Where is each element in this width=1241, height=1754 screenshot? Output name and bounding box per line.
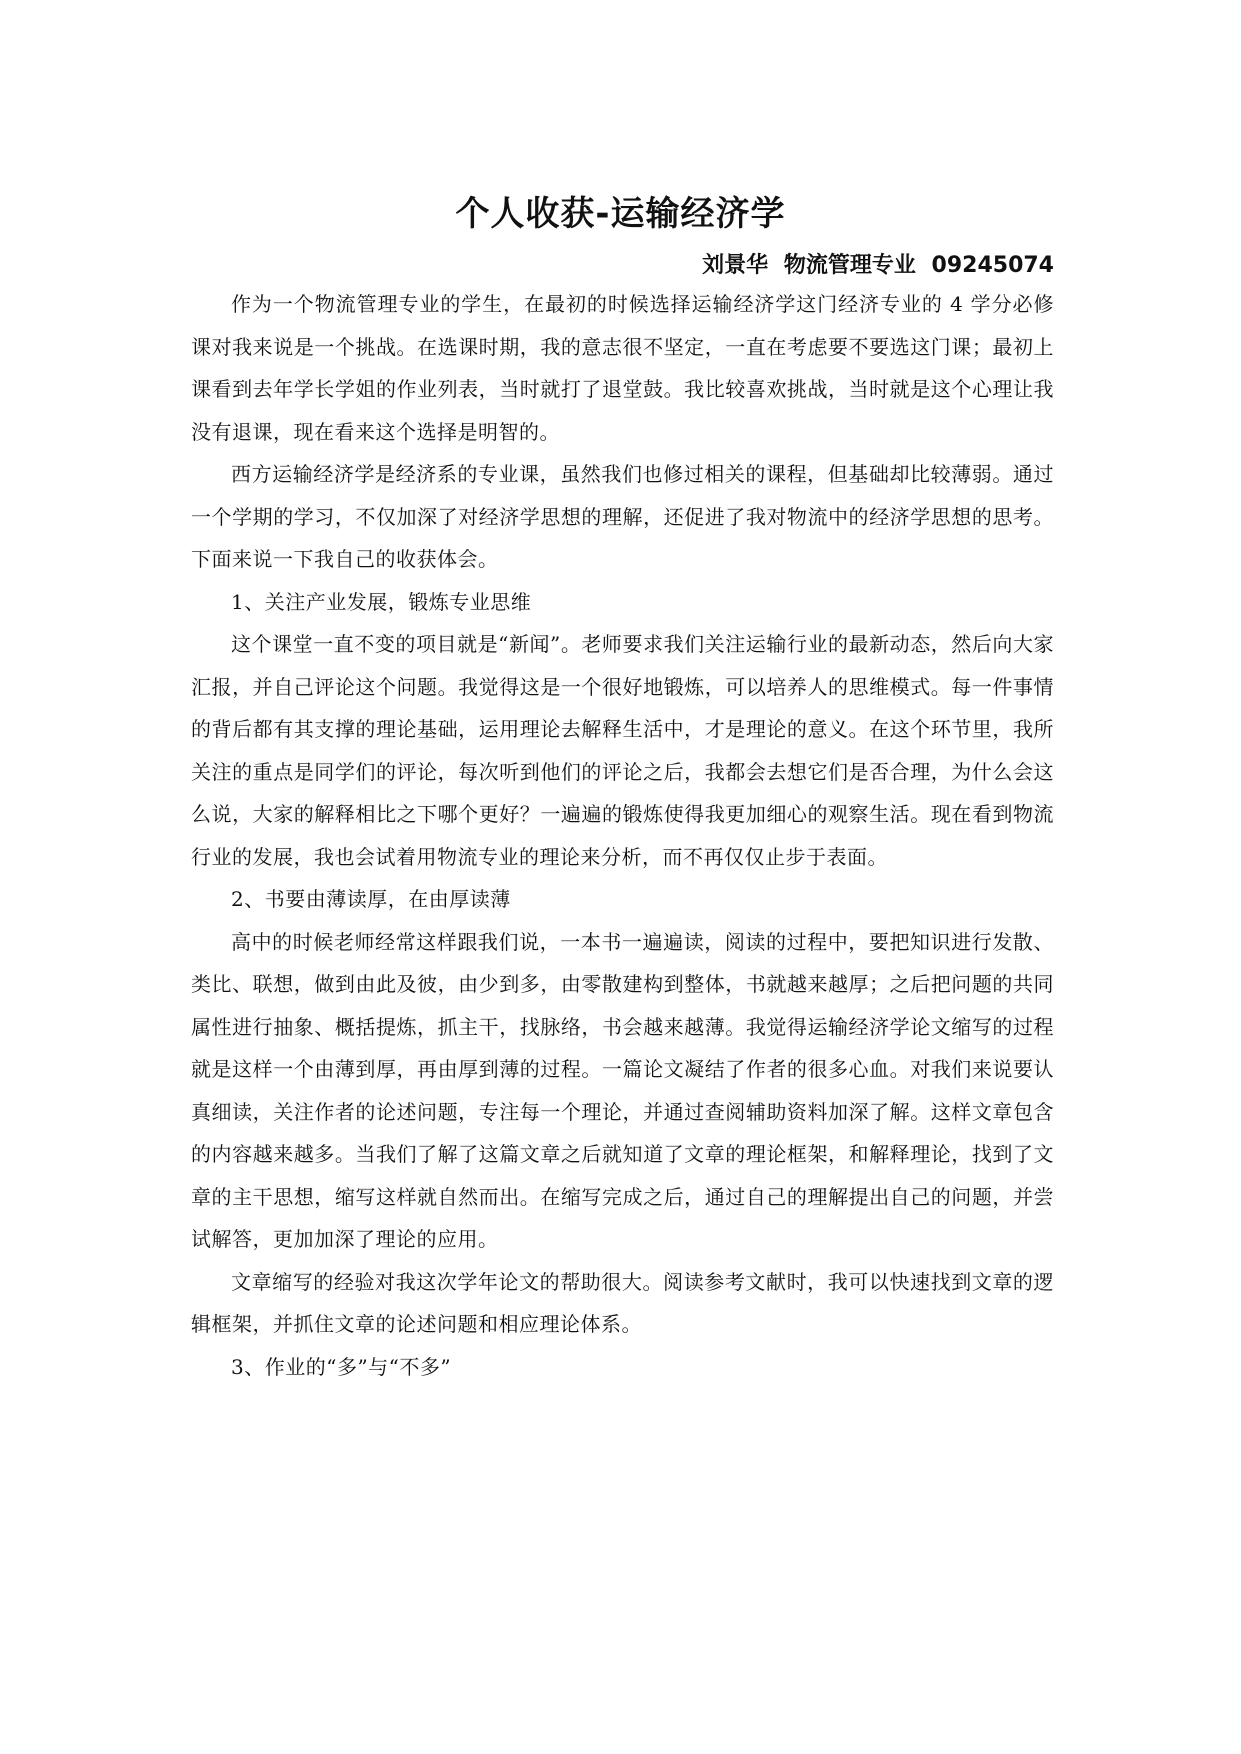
document-body [191, 283, 1054, 1388]
section-heading-1: 1、关注产业发展，锻炼专业思维 [231, 589, 532, 614]
student-id: 09245074 [931, 253, 1054, 278]
paragraph-background: 西方运输经济学是经济系的专业课，虽然我们也修过相关的课程，但基础却比较薄弱。通过一个学期的学习，不仅加深了对经济学思想的理解，还促进了我对物流中的经济学思想的思考。下面来说一下我自己的收获体会。 [191, 462, 1054, 571]
author-major: 物流管理专业 [783, 253, 916, 278]
document-title: 个人收获-运输经济学 [455, 194, 786, 234]
author-byline [702, 248, 1054, 279]
section-heading-2: 2、书要由薄读厚，在由厚读薄 [231, 887, 511, 911]
paragraph-summary-writing: 文章缩写的经验对我这次学年论文的帮助很大。阅读参考文献时，我可以快速找到文章的逻辑框架，并抓住文章的论述问题和相应理论体系。 [191, 1269, 1054, 1336]
paragraph-news: 这个课堂一直不变的项目就是“新闻”。老师要求我们关注运输行业的最新动态，然后向大家汇报，并自己评论这个问题。我觉得这是一个很好地锻炼，可以培养人的思维模式。每一件事情的背后都有其支撑的理论基础，运用理论去解释生活中，才是理论的意义。在这个环节里，我所关注的重点是同学们的评论，每次听到他们的评论之后，我都会去想它们是否合理，为什么会这么说，大家的解释相比之下哪个更好？一遍遍的锻炼使得我更加细心的观察生活。现在看到物流行业的发展，我也会试着用物流专业的理论来分析，而不再仅仅止步于表面。 [191, 632, 1054, 869]
paragraph-intro: 作为一个物流管理专业的学生，在最初的时候选择运输经济学这门经济专业的 4 学分必修课对我来说是一个挑战。在选课时期，我的意志很不坚定，一直在考虑要不要选这门课；最初上课看到去年学长学姐的作业列表，当时就打了退堂鼓。我比较喜欢挑战，当时就是这个心理让我没有退课，现在看来这个选择是明智的。 [191, 292, 1054, 444]
paragraph-reading: 高中的时候老师经常这样跟我们说，一本书一遍遍读，阅读的过程中，要把知识进行发散、类比、联想，做到由此及彼，由少到多，由零散建构到整体，书就越来越厚；之后把问题的共同属性进行抽象、概括提炼，抓主干，找脉络，书会越来越薄。我觉得运输经济学论文缩写的过程就是这样一个由薄到厚，再由厚到薄的过程。一篇论文凝结了作者的很多心血。对我们来说要认真细读，关注作者的论述问题，专注每一个理论，并通过查阅辅助资料加深了解。这样文章包含的内容越来越多。当我们了解了这篇文章之后就知道了文章的理论框架，和解释理论，找到了文章的主干思想，缩写这样就自然而出。在缩写完成之后，通过自己的理解提出自己的问题，并尝试解答，更加加深了理论的应用。 [191, 929, 1054, 1251]
section-heading-3: 3、作业的“多”与“不多” [231, 1354, 452, 1379]
author-name: 刘景华 [702, 253, 769, 278]
